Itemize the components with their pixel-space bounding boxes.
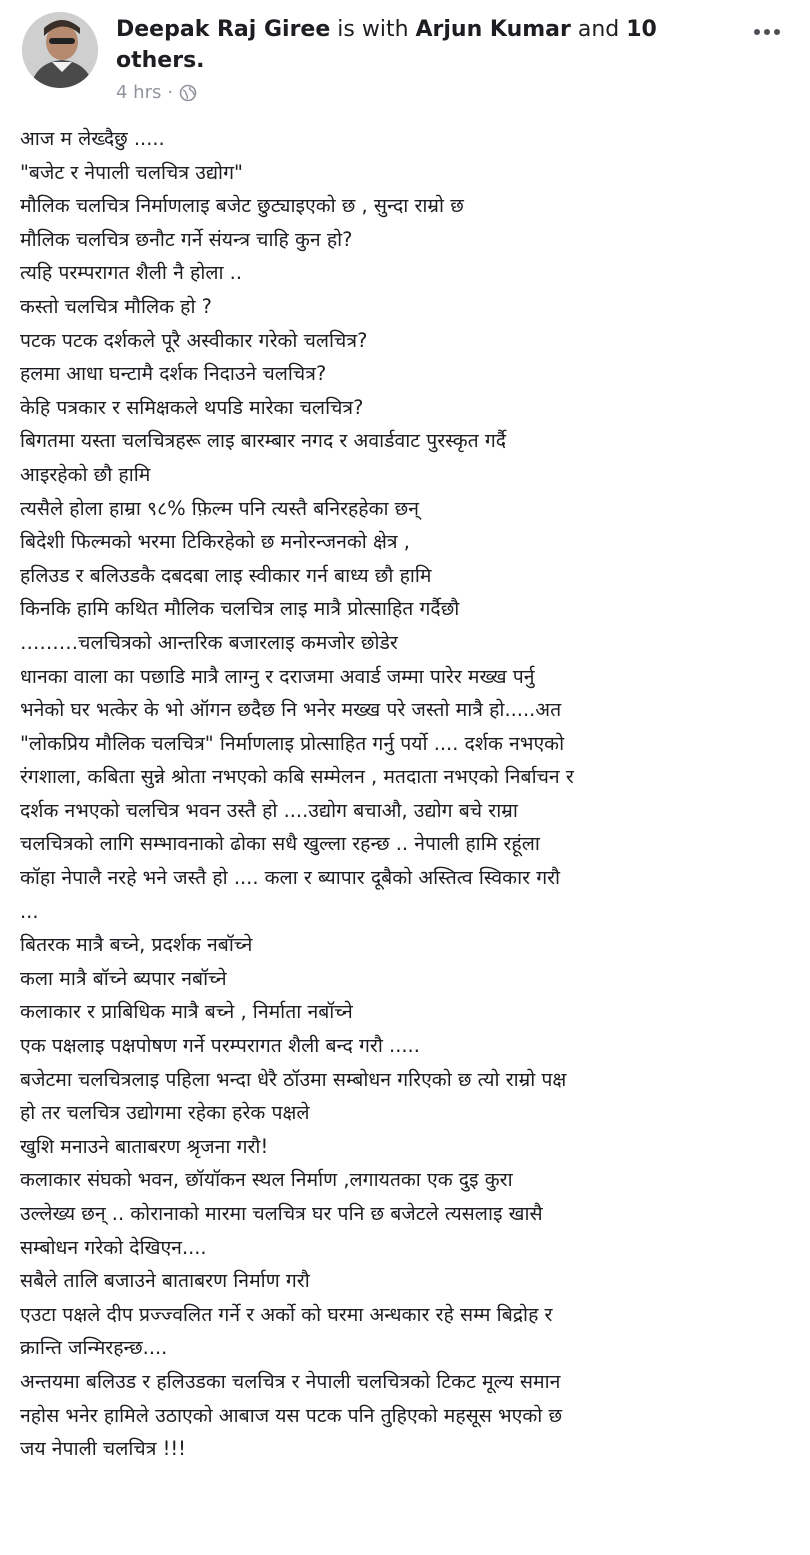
post-text-line: सबैले तालि बजाउने बाताबरण निर्माण गरौ bbox=[20, 1269, 310, 1293]
post-text-line: मौलिक चलचित्र छनौट गर्ने संयन्त्र चाहि कुन हो? bbox=[20, 227, 353, 251]
post-text-line: एउटा पक्षले दीप प्रज्ज्वलित गर्ने र अर्को को घरमा अन्धकार रहे सम्म बिद्रोह र bbox=[20, 1302, 553, 1326]
post-body bbox=[20, 122, 800, 1466]
post-text-line: आइरहेको छौ हामि bbox=[20, 462, 151, 486]
post-text-line: धानका वाला का पछाडि मात्रै लाग्नु र दराजमा अवार्ड जम्मा पारेर मख्ख पर्नु bbox=[20, 664, 535, 688]
post-text-line: कला मात्रै बॉच्ने ब्यपार नबॉच्ने bbox=[20, 966, 227, 990]
post-text-line: नहोस भनेर हामिले उठाएको आबाज यस पटक पनि तुहिएको महसूस भएको छ bbox=[20, 1403, 563, 1427]
post-text-line: पटक पटक दर्शकले पूरै अस्वीकार गरेको चलचित्र? bbox=[20, 328, 368, 352]
post-text-line: मौलिक चलचित्र निर्माणलाइ बजेट छुट्याइएको छ , सुन्दा राम्रो छ bbox=[20, 194, 464, 218]
post-text-line: बिदेशी फिल्मको भरमा टिकिरहेको छ मनोरन्जनको क्षेत्र , bbox=[20, 530, 410, 554]
post-text-line: उल्लेख्य छन् .. कोरानाको मारमा चलचित्र घर पनि छ बजेटले त्यसलाइ खासै bbox=[20, 1202, 543, 1225]
post-meta bbox=[116, 82, 197, 103]
post-text-line: "लोकप्रिय मौलिक चलचित्र" निर्माणलाइ प्रोत्साहित गर्नु पर्यो .... दर्शक नभएको bbox=[20, 731, 565, 755]
avatar-photo bbox=[22, 12, 98, 88]
post-text-line: हो तर चलचित्र उद्योगमा रहेका हरेक पक्षले bbox=[20, 1101, 310, 1125]
post-text-line: किनकि हामि कथित मौलिक चलचित्र लाइ मात्रै प्रोत्साहित गर्दैछौ bbox=[20, 597, 460, 621]
post-text-line: एक पक्षलाइ पक्षपोषण गर्ने परम्परागत शैली बन्द गरौ ..... bbox=[20, 1034, 420, 1058]
post-text-line: बितरक मात्रै बच्ने, प्रदर्शक नबॉच्ने bbox=[20, 933, 253, 957]
post-text-line: दर्शक नभएको चलचित्र भवन उस्तै हो ....उद्योग बचाऔ, उद्योग बचे राम्रा bbox=[20, 798, 518, 822]
post-text-line: क्रान्ति जन्मिरहन्छ.... bbox=[20, 1336, 168, 1360]
post-text-line: रंगशाला, कबिता सुन्ने श्रोता नभएको कबि सम्मेलन , मतदाता नभएको निर्बाचन र bbox=[20, 765, 574, 789]
post-text-line: कॉहा नेपालै नरहे भने जस्तै हो .... कला र ब्यापार दूबैको अस्तित्व स्विकार गरौ bbox=[20, 866, 561, 890]
post-text-line: बजेटमा चलचित्रलाइ पहिला भन्दा धेरै ठॉउमा सम्बोधन गरिएको छ त्यो राम्रो पक्ष bbox=[20, 1067, 567, 1091]
post-text-line: त्यसैले होला हाम्रा ९८% फ़िल्म पनि त्यस्तै बनिरहहेका छन् bbox=[20, 496, 420, 520]
post-text-line: ... bbox=[20, 899, 39, 923]
post-text-line: चलचित्रको लागि सम्भावनाको ढोका सधै खुल्ला रहन्छ .. नेपाली हामि रहूंला bbox=[20, 832, 540, 856]
post-title bbox=[116, 14, 716, 76]
tagged-others[interactable]: 10 others. bbox=[116, 17, 657, 73]
author-name[interactable]: Deepak Raj Giree bbox=[116, 17, 331, 42]
author-avatar[interactable] bbox=[22, 12, 98, 88]
post-text-line: बिगतमा यस्ता चलचित्रहरू लाइ बारम्बार नगद र अवार्डवाट पुरस्कृत गर्दै bbox=[20, 429, 507, 453]
post-text-line: त्यहि परम्परागत शैली नै होला .. bbox=[20, 261, 243, 285]
post-text-line: हलमा आधा घन्टामै दर्शक निदाउने चलचित्र? bbox=[20, 362, 327, 386]
post-text-line: सम्बोधन गरेको देखिएन.... bbox=[20, 1235, 207, 1259]
post-text-line: "बजेट र नेपाली चलचित्र उद्योग" bbox=[20, 160, 243, 184]
post-text-line: कलाकार र प्राबिधिक मात्रै बच्ने , निर्माता नबॉच्ने bbox=[20, 1000, 353, 1024]
post-text-line: अन्तयमा बलिउड र हलिउडका चलचित्र र नेपाली चलचित्रको टिकट मूल्य समान bbox=[20, 1369, 561, 1393]
globe-icon[interactable] bbox=[179, 84, 197, 102]
post-text-line: ………चलचित्रको आन्तरिक बजारलाइ कमजोर छोडेर bbox=[20, 630, 398, 654]
more-options-icon[interactable] bbox=[750, 22, 784, 42]
post-text-line: भनेको घर भत्केर के भो ऑगन छदैछ नि भनेर मख्ख परे जस्तो मात्रै हो.....अत bbox=[20, 698, 562, 722]
post-text-line: कस्तो चलचित्र मौलिक हो ? bbox=[20, 294, 212, 318]
post-text-line: जय नेपाली चलचित्र !!! bbox=[20, 1437, 186, 1461]
post-text-line: खुशि मनाउने बाताबरण श्रृजना गरौ! bbox=[20, 1134, 269, 1158]
meta-dot: · bbox=[167, 82, 174, 103]
post-text-line: कलाकार संघको भवन, छॉयॉकन स्थल निर्माण ,लगायतका एक दुइ कुरा bbox=[20, 1168, 513, 1192]
post-text-line: हलिउड र बलिउडकै दबदबा लाइ स्वीकार गर्न बाध्य छौ हामि bbox=[20, 563, 432, 587]
post-text-line: केहि पत्रकार र समिक्षकले थपडि मारेका चलचित्र? bbox=[20, 395, 364, 419]
with-text: is with bbox=[337, 17, 409, 42]
post-header bbox=[0, 0, 810, 118]
post-text-line: आज म लेख्दैछु ..... bbox=[20, 127, 165, 150]
post-time[interactable]: 4 hrs bbox=[116, 82, 162, 103]
tagged-name[interactable]: Arjun Kumar bbox=[415, 17, 571, 42]
and-text: and bbox=[577, 17, 620, 42]
